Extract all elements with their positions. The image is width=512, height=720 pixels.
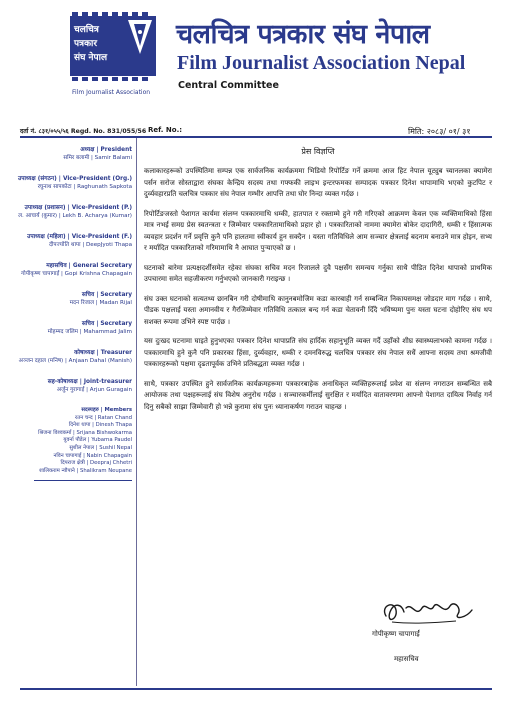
member-name: सुशील नेपाल | Sushil Nepal: [69, 444, 132, 451]
registration-number: दर्ता नं. ८३१/०५५/५६ Regd. No. 831/055/56: [20, 128, 147, 135]
letter-paragraph: कलाकारहरूको उपस्थितिमा सम्पन्न एक सार्वजनिक कार्यक्रममा भिडियो रिपोर्टिङ गर्ने क्रममा आज हिट नेपाल यूट्युब च्यानलका क्यामेरा पर्सन सरोज सोस्ताद्वारा संघका केन्द्रिय सदस्य तथा गफ्फकी लाइभ इन्टरफमका सम्पादक पत्रकार दिनेश थापामाथि भएको कुटपिट र दुर्व्यवहारप्रति चलचित्र पत्रकार संघ नेपाल गम्भीर आपत्ति तथा घोर निन्दा व्यक्त गर्दछ ।: [144, 167, 492, 198]
official-role: अध्यक्ष | President: [80, 147, 132, 153]
letter-paragraph: साथै, पत्रकार उपस्थित हुने सार्वजनिक कार्यक्रमहरूमा पत्रकारबाहेक अनाधिकृत व्यक्तिहरूलाई प्रवेश वा संलग्न नगराउन सम्बन्धित सबै आयोजक तथा पक्षहरूलाई संघ विशेष अनुरोध गर्दछ । सञ्चारकर्मीलाई सुरक्षित र मर्यादित वातावरणमा आफ्नो पेशागत दायित्व निर्वाह गर्न दिनु सबैको साझा जिम्मेवारी हो भन्ने कुरामा संघ पुनः ध्यानाकर्षण गराउन चाहन्छ ।: [144, 379, 492, 411]
officials-sidebar: [10, 146, 132, 489]
association-title-nepali: चलचित्र पत्रकार संघ नेपाल: [176, 19, 430, 50]
official-entry: [10, 378, 132, 394]
header-divider: [20, 136, 492, 138]
official-name: अञ्जन दहाल (मनिष) | Anjaan Dahal (Manish): [18, 358, 132, 364]
official-name: ल. आचार्य (कुमार) | Lekh B. Acharya (Kumar): [18, 213, 132, 219]
member-name: दिनेश थापा | Dinesh Thapa: [68, 422, 132, 429]
letter-paragraph: संघ उक्त घटनाको सत्यतथ्य छानबिन गरी दोषीमाथि कानुनबमोजिम कडा कारबाही गर्न सम्बन्धित निकायसमक्ष जोडदार माग गर्दछ । साथै, पीडक पक्षलाई यस्ता अमानवीय र गैरजिम्मेवार गतिविधि तत्काल बन्द गर्न कडा चेतावनी दिँदै भविष्यमा पुनः यस्ता घटना दोहोरिए संघ थप सशक्त रूपमा उभिने स्पष्ट पार्दछ ।: [144, 294, 492, 326]
sidebar-divider: [136, 138, 137, 686]
letter-paragraph: रिपोर्टिङजस्तो पेशागत कार्यमा संलग्न पत्रकारमाथि धम्की, हातपात र रक्ताम्मे हुने गरी गरिएको आक्रमण केवल एक व्यक्तिमाथिको हिंसा मात्र नभई समग्र प्रेस स्वतन्त्रता र जिम्मेवार पत्रकारितामाथिको प्रहार हो । पत्रकारिताको नाममा क्यामेरा बोकेर दादागिरी, धम्की र हिंसात्मक व्यवहार प्रदर्शन गर्ने प्रवृत्ति कुनै पनि हालतमा स्वीकार्य हुन सक्दैन । यस्ता गतिविधिले आम सञ्चार क्षेत्रलाई बदनाम बनाउने मात्र होइन, सभ्य र मर्यादित पत्रकारिताको गरिमामाथि नै आघात पुऱ्याएको छ ।: [144, 209, 492, 252]
committee-label: Central Committee: [178, 80, 279, 91]
member-name: शालिकराम न्यौपाने | Shalikram Neupane: [39, 467, 132, 474]
members-list: [10, 407, 132, 475]
official-name: समिर बलामी | Samir Balami: [63, 155, 132, 161]
association-title-english: Film Journalist Association Nepal: [177, 52, 466, 74]
official-role: महासचिव | General Secretary: [46, 263, 132, 269]
official-name: रघुनाथ सापकोटा | Raghunath Sapkota: [37, 184, 132, 190]
letter-subject: प्रेस विज्ञप्ति: [301, 147, 335, 156]
logo-caption: Film Journalist Association: [72, 89, 151, 96]
official-role: उपाध्यक्ष (महिला) | Vice-President (F.): [27, 234, 132, 240]
official-entry: [10, 204, 132, 220]
reference-number: Ref. No.:: [148, 126, 183, 134]
association-logo: [62, 10, 166, 102]
signatory-title: महासचिव: [394, 655, 419, 663]
logo-text-line-1: चलचित्र: [74, 25, 99, 35]
official-name: दीपज्योति थापा | DeepJyoti Thapa: [48, 242, 132, 248]
footer-rule: [20, 688, 492, 690]
official-name: अर्जुन गुरागाई | Arjun Guragain: [56, 387, 132, 393]
official-entry: [10, 233, 132, 249]
member-name: युवर्ना पौडेल | Yubarna Paudel: [63, 437, 132, 444]
members-heading: सदस्यहरु | Members: [81, 407, 132, 413]
official-entry: [10, 291, 132, 307]
member-name: रतन चन्द | Ratan Chand: [75, 414, 132, 421]
official-entry: [10, 349, 132, 365]
handwritten-signature: [372, 594, 482, 628]
official-name: मदन रिजाल | Madan Rijal: [69, 300, 132, 306]
sidebar-bottom-rule: [34, 480, 132, 481]
official-role: सचिव | Secretary: [81, 292, 132, 298]
letter-date: मिति: २०८३/ ०१/ ३१: [408, 127, 471, 136]
official-role: उपाध्यक्ष (संगठन) | Vice-President (Org.): [18, 176, 132, 182]
logo-text-line-3: संघ नेपाल: [74, 53, 108, 63]
official-entry: [10, 146, 132, 162]
letter-paragraph: यस दुःखद घटनामा घाइते हुनुभएका पत्रकार दिनेश थापाप्रति संघ हार्दिक सहानुभूति व्यक्त गर्दै उहाँको शीघ्र स्वास्थ्यलाभको कामना गर्दछ । पत्रकारमाथि हुने कुनै पनि प्रकारका हिंसा, दुर्व्यवहार, धम्की र दमनविरुद्ध चलचित्र पत्रकार संघ नेपाल सधैं आफ्ना सदस्य तथा श्रमजीवी पत्रकारहरूको पक्षमा दृढतापूर्वक उभिने प्रतिबद्धता व्यक्त गर्दछ ।: [144, 337, 492, 368]
member-name: श्रिजना विश्वकर्मा | Srijana Bishwokarma: [38, 429, 132, 436]
member-name: नविन चापागाई | Nabin Chapagain: [53, 452, 132, 459]
official-name: गोपीकृष्ण चापागाई | Gopi Krishna Chapagain: [21, 271, 132, 277]
letter-paragraph: घटनाको बारेमा प्रत्यक्षदर्शीसमेत रहेका संघका सचिव मदन रिजालले दुवै पक्षसँग समन्वय गर्नुका साथै पीडित दिनेश थापाको प्राथमिक उपचारमा समेत सहजीकरण गर्नुभएको जानकारी गराइन्छ ।: [144, 263, 492, 283]
official-entry: [10, 320, 132, 336]
official-role: कोषाध्यक्ष | Treasurer: [74, 350, 132, 356]
signatory-name: गोपीकृष्ण चापागाईं: [372, 630, 420, 638]
official-entry: [10, 175, 132, 191]
official-role: सचिव | Secretary: [81, 321, 132, 327]
logo-text-line-2: पत्रकार: [74, 39, 98, 49]
official-role: सह-कोषाध्यक्ष | Joint-treasurer: [47, 379, 132, 385]
official-role: उपाध्यक्ष (प्रशासन) | Vice-President (P.): [24, 205, 132, 211]
official-entry: [10, 262, 132, 278]
member-name: दिपराज क्षेत्री | Deepraj Chhetri: [60, 460, 132, 467]
letter-body: [144, 146, 492, 421]
official-name: मोहम्मद जलिम | Mahammad Jalim: [47, 329, 132, 335]
